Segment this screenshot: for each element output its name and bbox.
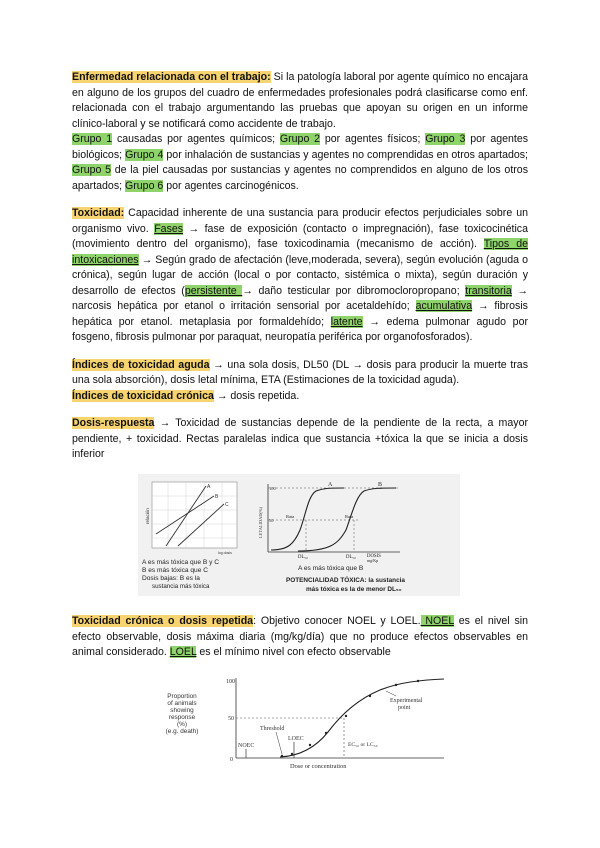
section-enfermedad: Enfermedad relacionada con el trabajo: Si la patología laboral por agente químico no encajara en alguno de los grupos del cuadro de enfermedades profesionales podrá clasificarse como enf. relacionada con el trabajo argumentando las pruebas que apoyan su origen en un informe clínico-laboral y se notificará como accidente de trabajo. Grupo 1 causadas por agentes químicos; Grupo 2 por agentes físicos; Grupo 3 por agentes biológicos; Grupo 4 por inhalación de sustancias y agentes no comprendidas en otros apartados; Grupo 5 de la piel causadas por sustancias y agentes no comprendidos en alguno de los otros apartados; Grupo 6 por agentes carcinogénicos. bbox=[72, 71, 529, 192]
x-label: Dose or concentration bbox=[290, 763, 347, 770]
dl50-label-2: DL₅₀ bbox=[346, 555, 356, 560]
y-label-5: (e.g. death) bbox=[165, 728, 199, 735]
left-ylabel: relación bbox=[145, 508, 150, 524]
right-panel bbox=[258, 482, 405, 593]
left-caption-2: B es más tóxica que C bbox=[142, 567, 208, 574]
heading-enfermedad: Enfermedad relacionada con el trabajo: bbox=[72, 71, 271, 83]
y-label-3: response bbox=[168, 714, 196, 721]
noec-loec-svg bbox=[160, 672, 470, 770]
section-toxicidad: Toxicidad: Capacidad inherente de una sustancia para producir efectos perjudiciales sobre un organismo vivo. Fases → fase de exposición (contacto o impregnación), fase toxicocinética (movimiento dentro del organismo), fase toxicodinamia (mecanismo de acción). Tipos de intoxicaciones → Según grado de afectación (leve,moderada, severa), según evolución (aguda o crónica), según lugar de acción (local o por contacto, sistémica o mixta), según duración y desarrollo de efectos (persistente → daño testicular por dibromocloropropano; transitoria → narcosis hepática por etanol o irritación sensorial por acetaldehído; acumulativa → fibrosis hepática por etanol. metaplasia por formaldehído; latente → edema pulmonar agudo por fosgeno, fibrosis pulmonar por paraquat, neuropatía periférica por organofosforados). bbox=[72, 207, 528, 343]
y-label-1: of animals bbox=[167, 700, 197, 707]
dl50-label-1: DL₅₀ bbox=[298, 555, 308, 560]
dose-response-svg bbox=[138, 474, 460, 596]
noec-label: NOEC bbox=[238, 743, 255, 749]
dose-response-figure bbox=[138, 474, 460, 596]
curve-a-label: A bbox=[328, 482, 333, 488]
left-caption-1: A es más tóxica que B y C bbox=[142, 559, 219, 566]
heading-dosis-respuesta: Dosis-respuesta bbox=[72, 417, 155, 429]
point-label: point bbox=[398, 705, 411, 711]
section-toxicidad-cronica: Toxicidad crónica o dosis repetida: Objetivo conocer NOEL y LOEL. NOEL es el nivel sin efecto observable, dosis máxima diaria (mg/kg/día) que no produce efectos observables en animal considerado. LOEL es el mínimo nivel con efecto observable bbox=[72, 615, 528, 658]
document-page bbox=[72, 70, 528, 463]
curve-b-label: B bbox=[378, 482, 383, 488]
right-caption-1: A es más tóxica que B bbox=[298, 565, 364, 572]
label-c: C bbox=[225, 502, 229, 508]
dosis-label: DOSIS bbox=[367, 554, 381, 559]
loec-label: LOEC bbox=[288, 736, 304, 742]
curve-b bbox=[298, 488, 396, 551]
heading-toxicidad-cronica: Toxicidad crónica o dosis repetida bbox=[72, 615, 254, 627]
left-panel bbox=[142, 482, 237, 590]
right-caption-3: más tóxica es la de menor DL₅₀ bbox=[306, 586, 402, 593]
label-b: B bbox=[215, 494, 219, 500]
label-a: A bbox=[207, 484, 211, 490]
threshold-label: Threshold bbox=[260, 726, 285, 732]
y-label-0: Proportion bbox=[167, 693, 197, 700]
y-tick-50: 50 bbox=[228, 716, 234, 722]
rate-label-2: Rata bbox=[345, 514, 354, 519]
left-xlabel: log dosis bbox=[218, 551, 232, 555]
heading-indices-aguda: Índices de toxicidad aguda bbox=[72, 358, 210, 371]
right-y100: 100 bbox=[269, 486, 276, 491]
right-y50: 50 bbox=[269, 518, 274, 523]
document-page-lower bbox=[72, 614, 528, 661]
section-indices: Índices de toxicidad aguda → una sola dosis, DL50 (DL → dosis para producir la muerte tras una sola absorción), dosis letal mínima, ETA (Estimaciones de la toxicidad aguda). Índices de toxicidad crónica → dosis repetida. bbox=[72, 358, 528, 402]
heading-indices-cronica: Índices de toxicidad crónica bbox=[72, 389, 214, 402]
y-label-2: showing bbox=[170, 707, 194, 714]
noec-loec-figure bbox=[160, 672, 470, 770]
experimental-label: Experimental bbox=[390, 698, 423, 704]
ec50-label: EC₅₀ or LC₅₀ bbox=[348, 742, 378, 748]
left-caption-4: sustancia más tóxica bbox=[152, 583, 210, 590]
dosis-unit-label: mg/Kp bbox=[367, 558, 379, 563]
left-caption-3: Dosis bajas: B es la bbox=[142, 575, 200, 582]
heading-toxicidad: Toxicidad: bbox=[72, 207, 125, 219]
right-caption-2: POTENCIALIDAD TÓXICA: la sustancia bbox=[286, 577, 405, 584]
right-ylabel: LETALIDAD(%) bbox=[258, 506, 263, 538]
section-dosis-respuesta: Dosis-respuesta → Toxicidad de sustancias depende de la pendiente de la recta, a mayor pendiente, + toxicidad. Rectas paralelas indica que sustancia +tóxica la que se inicia a dosis inferior bbox=[72, 417, 528, 460]
y-tick-100: 100 bbox=[226, 679, 235, 685]
curve-a bbox=[271, 488, 344, 550]
y-label-4: (%) bbox=[177, 721, 187, 728]
rate-label-1: Rata bbox=[286, 514, 295, 519]
y-tick-0: 0 bbox=[230, 757, 233, 763]
